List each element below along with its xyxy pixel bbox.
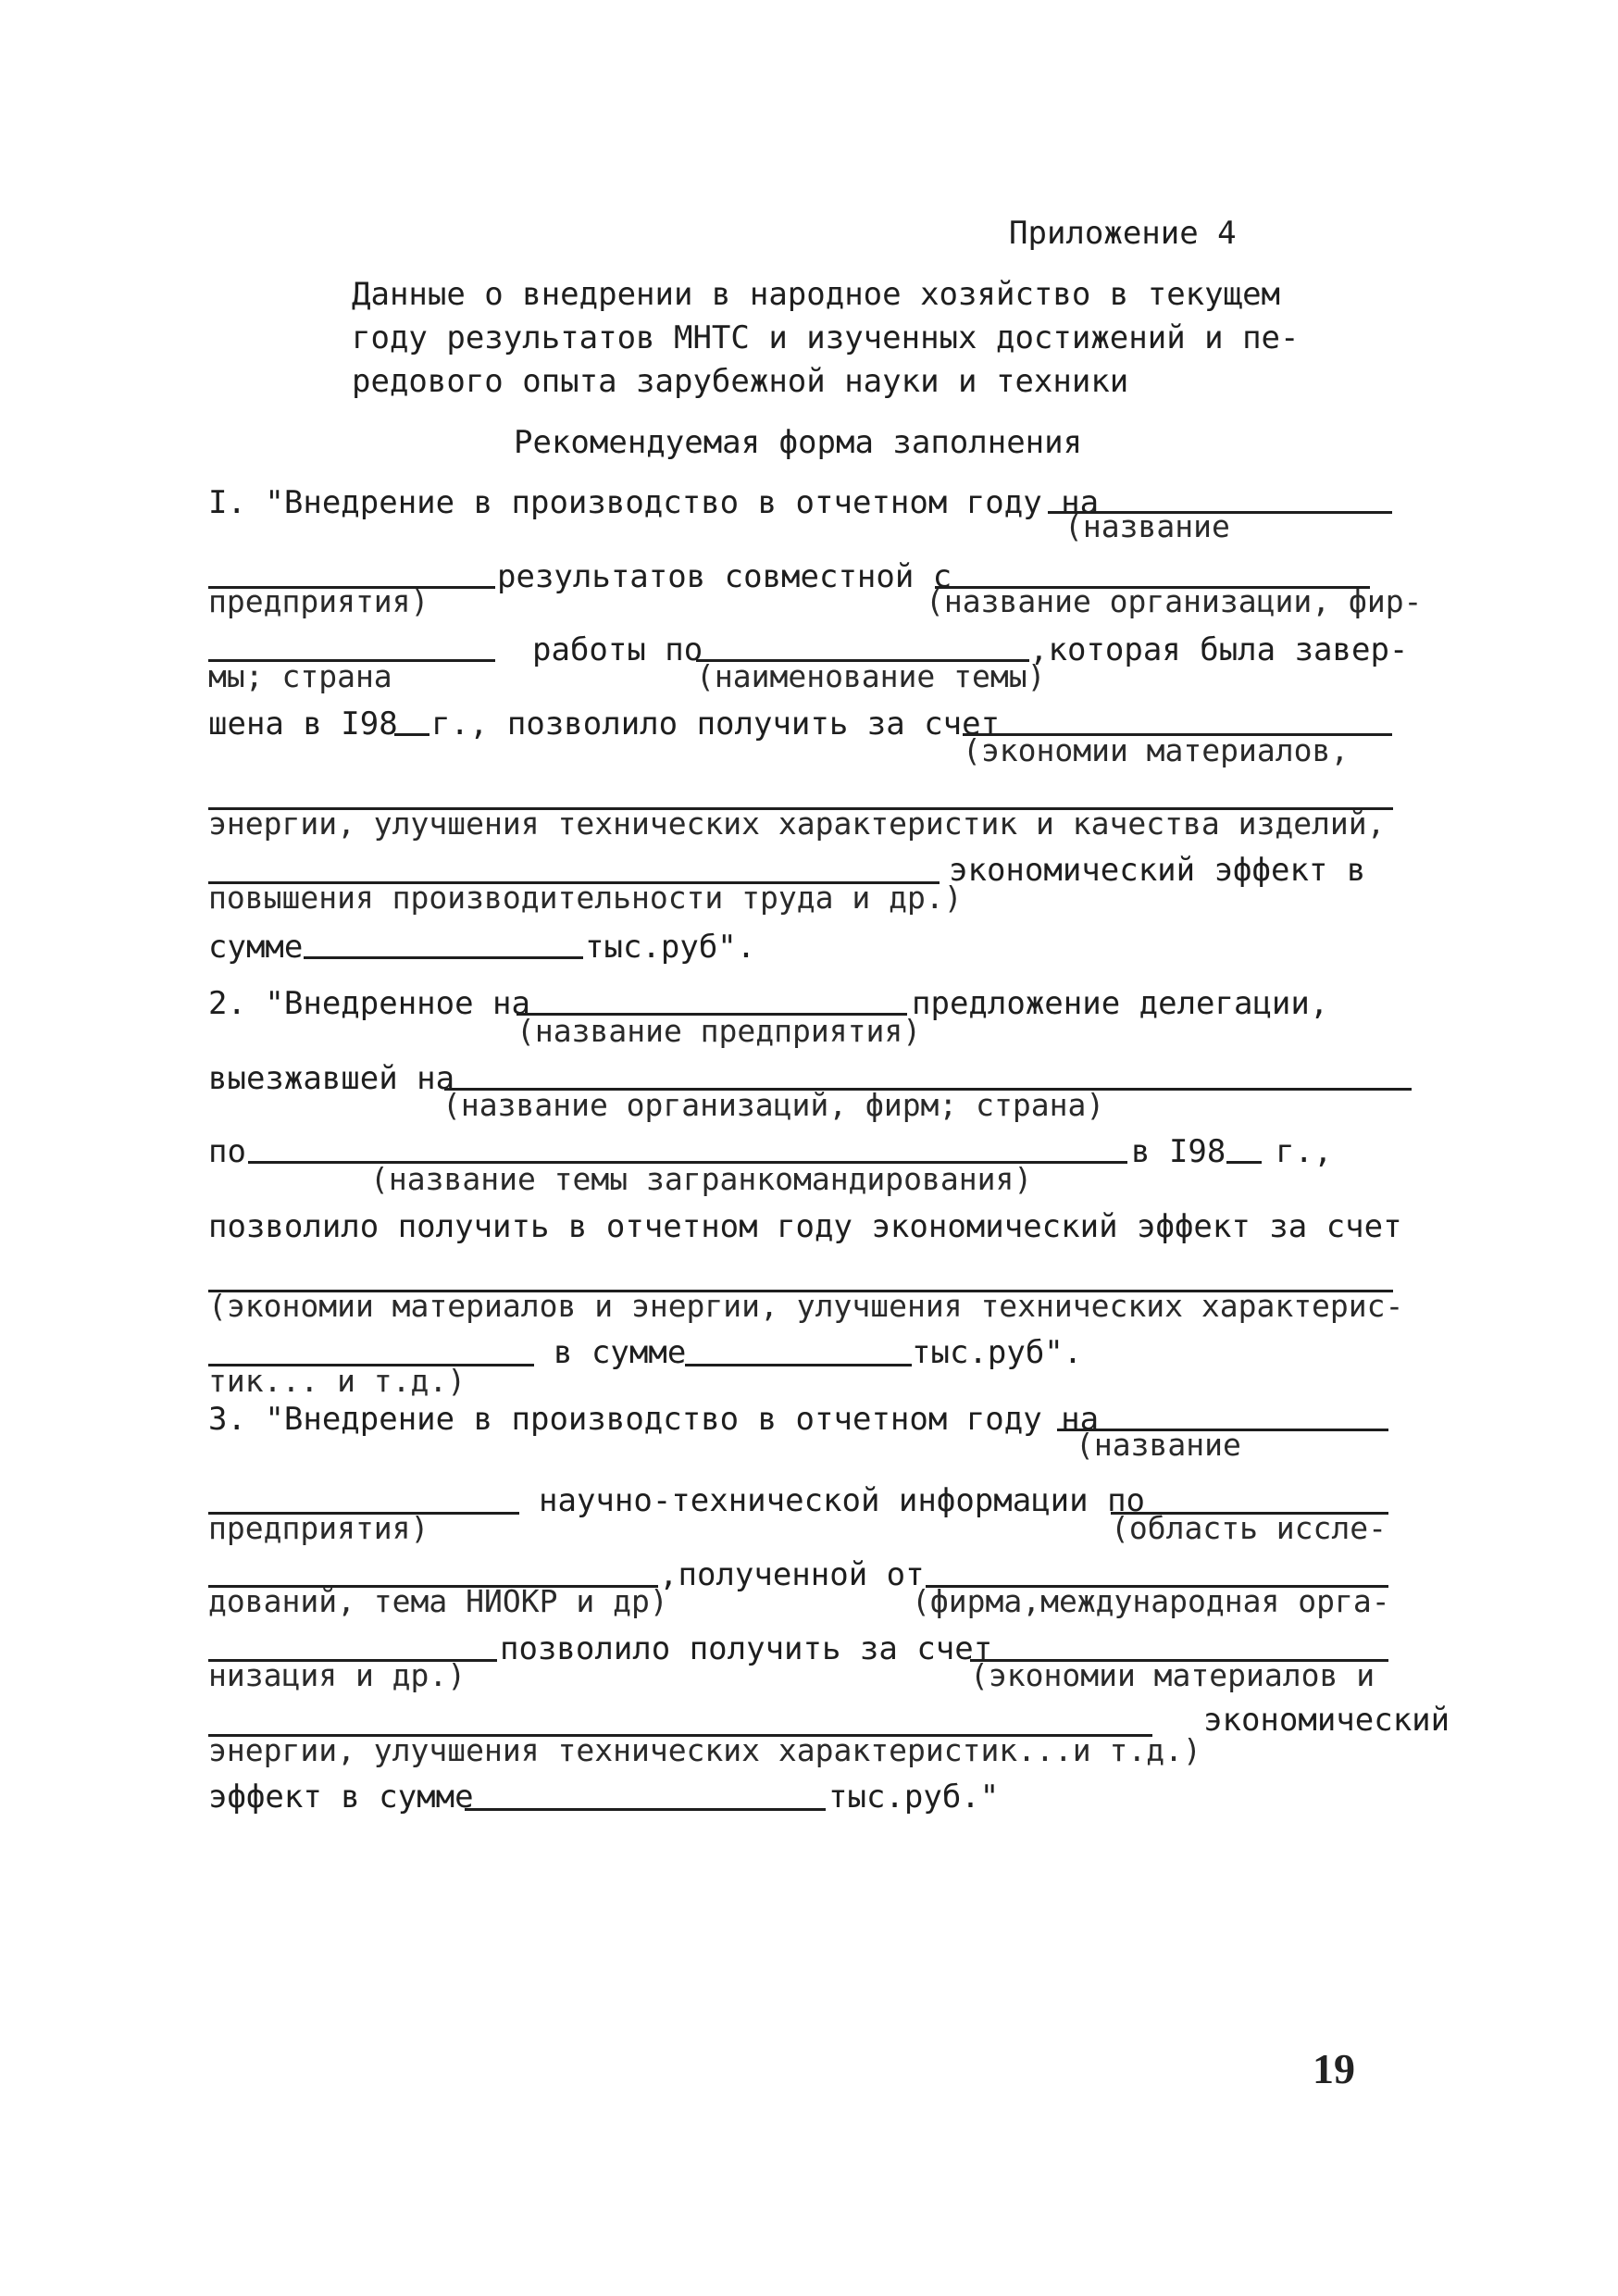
s1-caption-organization: (название организации, фир- <box>926 583 1423 619</box>
title-line-2: году результатов МНТС и изученных достижений и пе- <box>352 319 1300 356</box>
s3-blank-sum <box>465 1808 826 1811</box>
form-caption: Рекомендуемая форма заполнения <box>514 424 1083 461</box>
s1-line-3a: работы по <box>532 631 703 668</box>
s3-line-5: экономический <box>1203 1702 1450 1739</box>
s2-line-3b: в I98 <box>1131 1133 1226 1170</box>
s2-caption-savings: (экономии материалов и энергии, улучшения технических характерис- <box>208 1288 1404 1324</box>
s2-line-2: выезжавшей на <box>208 1060 455 1097</box>
s2-line-6a: в сумме <box>554 1334 687 1371</box>
s2-line-6b: тыс.руб". <box>912 1334 1083 1371</box>
s3-line-2: научно-технической информации по <box>539 1482 1146 1519</box>
s1-line-7a: сумме <box>208 929 304 966</box>
title-line-3: редового опыта зарубежной науки и техники <box>352 363 1129 400</box>
s3-caption-energy: энергии, улучшения технических характеристик...и т.д.) <box>208 1732 1201 1768</box>
s2-caption-etc: тик... и т.д.) <box>208 1363 467 1399</box>
s2-blank-sum <box>685 1364 912 1366</box>
s1-line-6: экономический эффект в <box>949 852 1366 889</box>
s3-line-1: 3. "Внедрение в производство в отчетном году на <box>208 1401 1100 1438</box>
s2-line-3c: г., <box>1276 1133 1333 1170</box>
s2-blank-year <box>1226 1161 1262 1164</box>
s1-caption-savings: (экономии материалов, <box>963 732 1350 768</box>
page-number: 19 <box>1313 2045 1355 2092</box>
s1-caption-topic: (наименование темы) <box>696 658 1046 694</box>
s1-blank-sum <box>304 956 583 959</box>
s1-caption-energy: энергии, улучшения технических характеристик и качества изделий, <box>208 805 1386 842</box>
s2-caption-organizations: (название организаций, фирм; страна) <box>442 1087 1105 1123</box>
s2-line-1a: 2. "Внедренное на <box>208 985 530 1022</box>
s2-line-3a: по <box>208 1133 246 1170</box>
s3-caption-enterprise: предприятия) <box>208 1510 429 1546</box>
s2-line-1b: предложение делегации, <box>912 985 1329 1022</box>
s3-caption-source: (фирма,международная орга- <box>912 1583 1390 1619</box>
s2-line-4: позволило получить в отчетном году экономический эффект за счет <box>208 1208 1402 1245</box>
s2-caption-trip-topic: (название темы загранкомандирования) <box>370 1161 1033 1197</box>
s1-caption-country: мы; страна <box>208 658 392 694</box>
s3-line-3: ,полученной от <box>659 1556 925 1593</box>
s3-line-4: позволило получить за счет <box>500 1630 993 1667</box>
s1-line-4b: г., позволило получить за счет <box>431 705 1001 742</box>
s3-caption-org: низация и др.) <box>208 1657 467 1693</box>
title-line-1: Данные о внедрении в народное хозяйство в текущем <box>352 276 1281 313</box>
appendix-label: Приложение 4 <box>1009 215 1237 252</box>
s1-line-3b: ,которая была завер- <box>1029 631 1409 668</box>
s3-caption-research: дований, тема НИОКР и др) <box>208 1583 668 1619</box>
s1-line-7b: тыс.руб". <box>585 929 756 966</box>
s1-caption-name: (название <box>1064 508 1230 544</box>
s2-caption-enterprise: (название предприятия) <box>517 1013 922 1049</box>
s1-line-4a: шена в I98 <box>208 705 398 742</box>
s1-blank-year <box>394 733 429 736</box>
s1-line-1: I. "Внедрение в производство в отчетном году на <box>208 484 1100 521</box>
s1-caption-enterprise: предприятия) <box>208 583 429 619</box>
s3-line-6a: эффект в сумме <box>208 1778 474 1816</box>
s3-caption-field: (область иссле- <box>1111 1510 1388 1546</box>
s3-caption-name: (название <box>1076 1427 1241 1463</box>
s3-caption-savings: (экономии материалов и <box>970 1657 1375 1693</box>
s3-line-6b: тыс.руб." <box>828 1778 1000 1816</box>
s1-line-2: результатов совместной с <box>497 558 952 595</box>
s1-caption-productivity: повышения производительности труда и др.) <box>208 880 963 916</box>
